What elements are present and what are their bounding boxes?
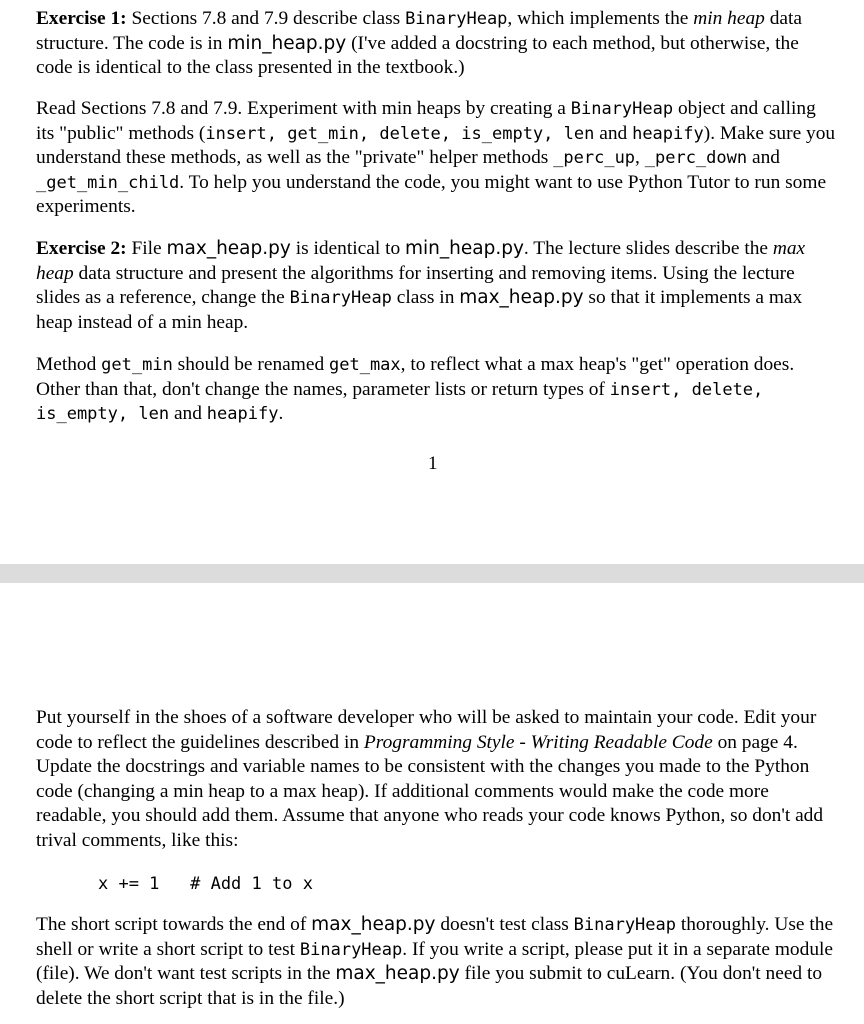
read-sections-paragraph: Read Sections 7.8 and 7.9. Experiment with min heaps by creating a BinaryHeap object and calling its "public" methods (insert, get_min, delete, is_empty, len and heapify). Make sure you understand these methods, as well as the "private" helper methods _perc_up, _perc_down and _get_min_child. To help you understand the code, you might want to use Python Tutor to run some experiments. bbox=[36, 98, 836, 217]
testing-paragraph: The short script towards the end of max_heap.py doesn't test class BinaryHeap thoroughly. Use the shell or write a short script to test BinaryHeap. If you write a script, please put it in a separate module (file). We don't want test scripts in the max_heap.py file you submit to cuLearn. (You don't need to delete the short script that is in the file.) bbox=[36, 914, 834, 1009]
filename: min_heap.py bbox=[227, 32, 347, 54]
exercise-2-label: Exercise 2: bbox=[36, 238, 127, 259]
page-2 bbox=[0, 583, 864, 1024]
class-name: BinaryHeap bbox=[405, 9, 508, 29]
maintainability-paragraph: Put yourself in the shoes of a software developer who will be asked to maintain your code. Edit your code to reflect the guidelines described in Programming Style - Writing Readable Code on page 4. Update the docstrings and variable names to be consistent with the changes you made to the Python code (changing a min heap to a max heap). If additional comments would make the code more readable, you should add them. Assume that anyone who reads your code knows Python, so don't add trival comments, like this: bbox=[36, 707, 824, 851]
page-number: 1 bbox=[428, 453, 438, 474]
style-guide-title: Programming Style - Writing Readable Code bbox=[363, 731, 713, 753]
code-example: x += 1 # Add 1 to x bbox=[98, 874, 313, 894]
exercise-1-label: Exercise 1: bbox=[36, 8, 127, 29]
exercise-2-paragraph: Exercise 2: File max_heap.py is identical to min_heap.py. The lecture slides describe the max heap data structure and present the algorithms for inserting and removing items. Using the lecture slides as a reference, change the BinaryHeap class in max_heap.py so that it implements a max heap instead of a min heap. bbox=[36, 238, 806, 333]
page-separator bbox=[0, 564, 864, 583]
exercise-1-paragraph: Exercise 1: Sections 7.8 and 7.9 describe class BinaryHeap, which implements the min heap data structure. The code is in min_heap.py (I've added a docstring to each method, but otherwise, the code is identical to the class presented in the textbook.) bbox=[36, 8, 803, 78]
method-rename-paragraph: Method get_min should be renamed get_max, to reflect what a max heap's "get" operation does. Other than that, don't change the names, parameter lists or return types of insert, delete, is_empty, len and heapify. bbox=[36, 354, 795, 424]
